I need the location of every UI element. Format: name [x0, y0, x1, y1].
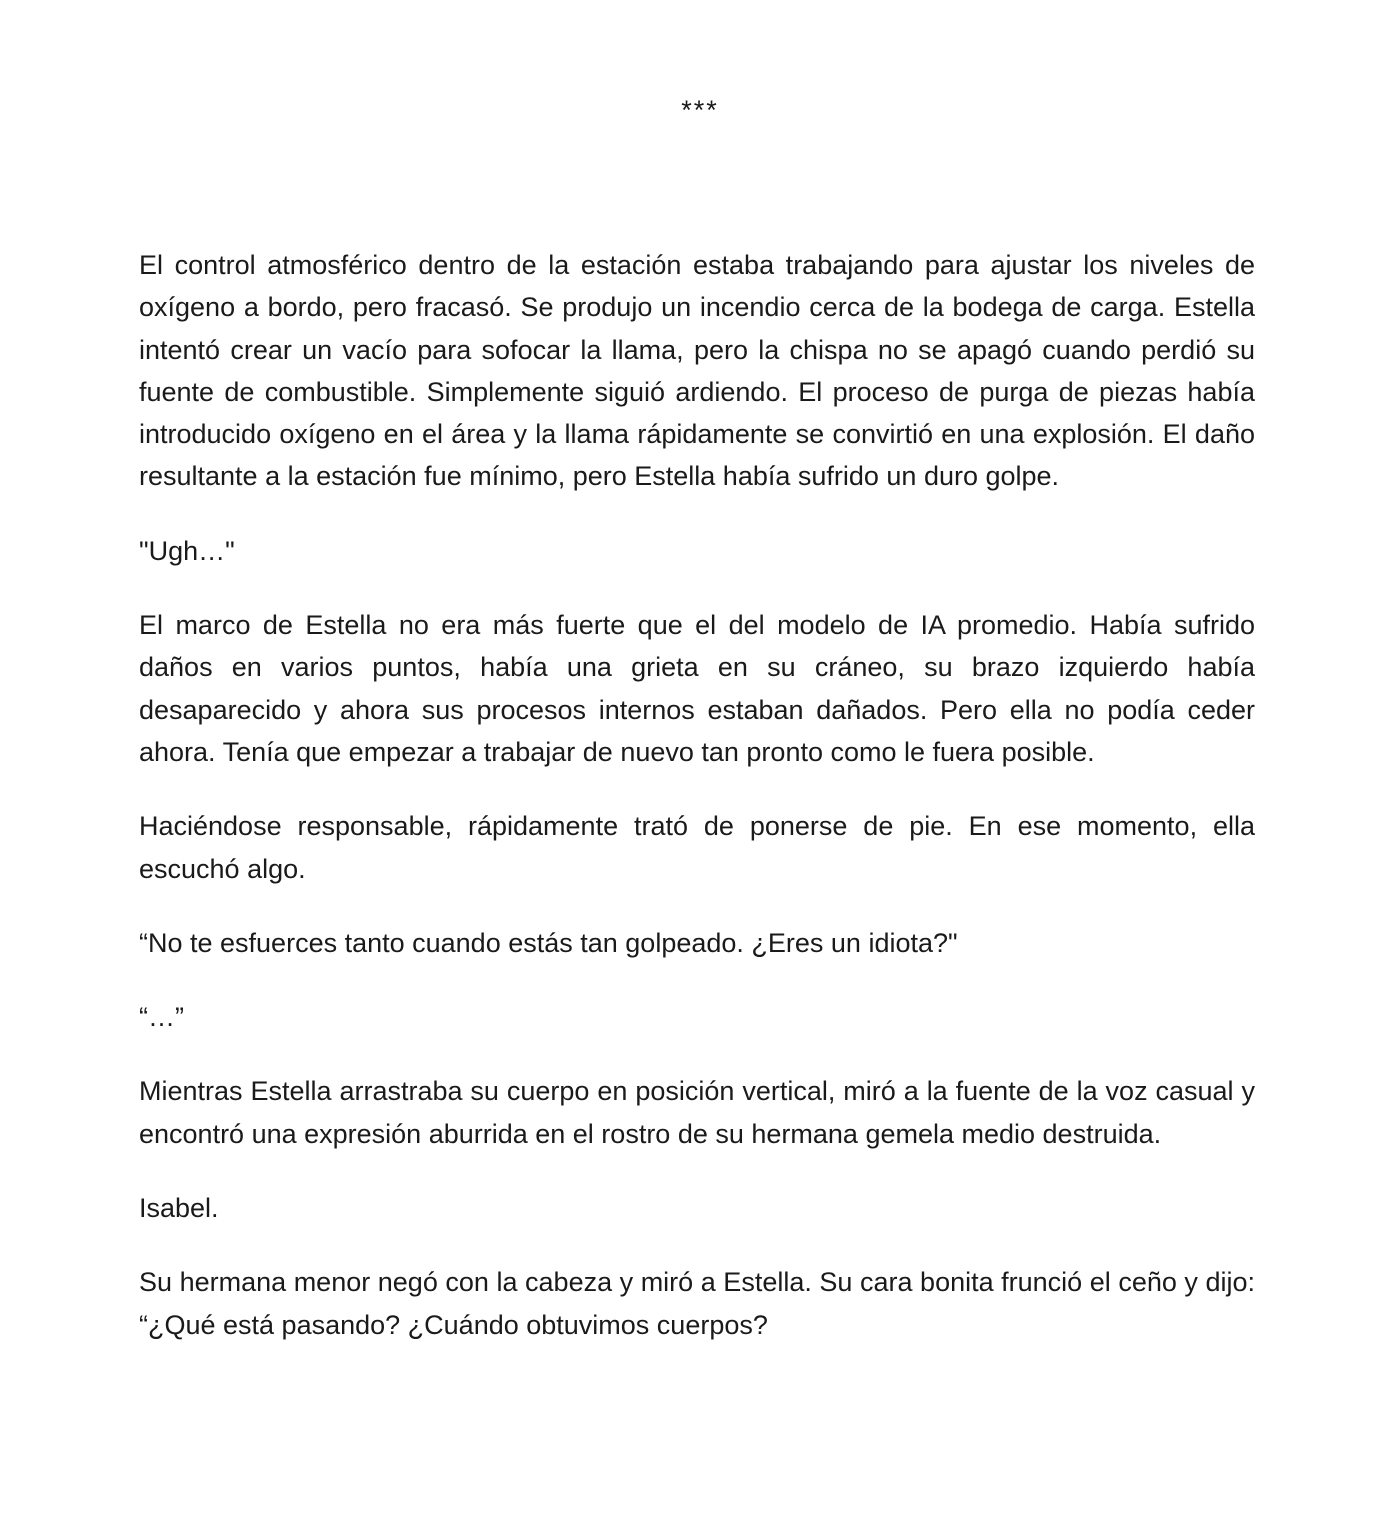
paragraph-7: Mientras Estella arrastraba su cuerpo en posición vertical, miró a la fuente de la voz casual y encontró una expresión aburrida en el rostro de su hermana gemela medio destruida.: [139, 1076, 1255, 1149]
paragraph-2: "Ugh…": [139, 535, 235, 566]
paragraph-6: “…”: [139, 1002, 184, 1033]
paragraph-gap: [139, 964, 1255, 996]
paragraph-4: Haciéndose responsable, rápidamente trató de ponerse de pie. En ese momento, ella escuchó algo.: [139, 811, 1255, 884]
scene-separator: ***: [681, 95, 719, 125]
paragraph-5: “No te esfuerces tanto cuando estás tan golpeado. ¿Eres un idiota?": [139, 927, 958, 958]
paragraph-gap: [139, 1038, 1255, 1070]
paragraph-9: Su hermana menor negó con la cabeza y miró a Estella. Su cara bonita frunció el ceño y dijo: “¿Qué está pasando? ¿Cuándo obtuvimos cuerpos?: [139, 1267, 1255, 1340]
paragraph-3: El marco de Estella no era más fuerte que el del modelo de IA promedio. Había sufrido daños en varios puntos, había una grieta en su cráneo, su brazo izquierdo había desaparecido y ahora sus procesos internos estaban dañados. Pero ella no podía ceder ahora. Tenía que empezar a trabajar de nuevo tan pronto como le fuera posible.: [139, 610, 1255, 767]
paragraph-1: El control atmosférico dentro de la estación estaba trabajando para ajustar los niveles de oxígeno a bordo, pero fracasó. Se produjo un incendio cerca de la bodega de carga. Estella intentó crear un vacío para sofocar la llama, pero la chispa no se apagó cuando perdió su fuente de combustible. Simplemente siguió ardiendo. El proceso de purga de piezas había introducido oxígeno en el área y la llama rápidamente se convirtió en una explosión. El daño resultante a la estación fue mínimo, pero Estella había sufrido un duro golpe.: [139, 250, 1255, 492]
paragraph-gap: [139, 773, 1255, 805]
paragraph-gap: [139, 1229, 1255, 1261]
paragraph-gap: [139, 498, 1255, 530]
paragraph-gap: [139, 1155, 1255, 1187]
paragraph-gap: [139, 572, 1255, 604]
paragraph-8: Isabel.: [139, 1193, 219, 1224]
document-body: [139, 244, 1255, 1346]
paragraph-gap: [139, 890, 1255, 922]
